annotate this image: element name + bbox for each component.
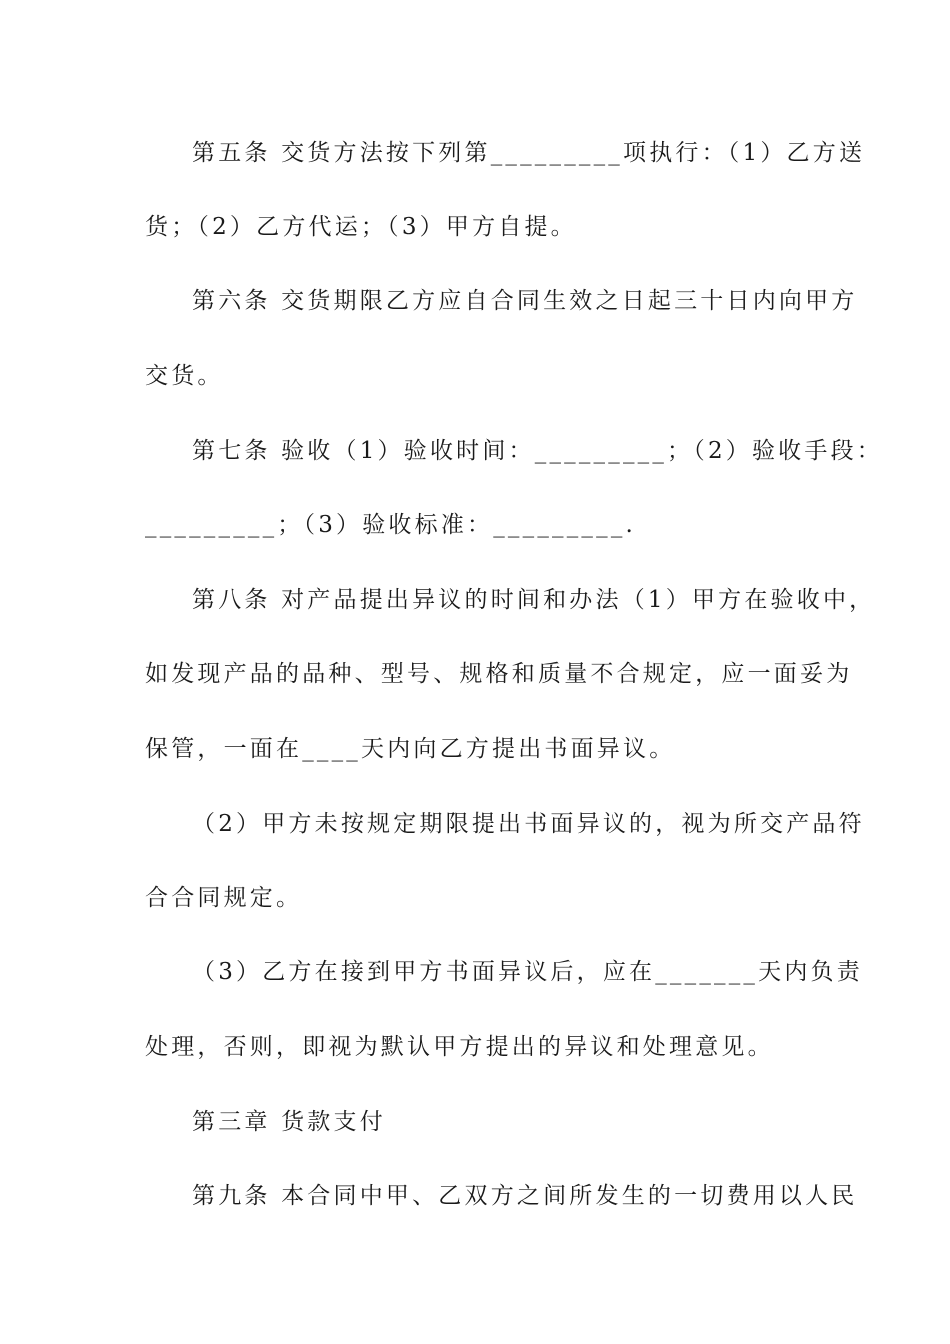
- article-5-line-1: 第五条 交货方法按下列第_________项执行：（1）乙方送: [192, 140, 866, 166]
- article-8-item-3-line-1: （3）乙方在接到甲方书面异议后，应在_______天内负责: [192, 959, 863, 985]
- article-8-line-1: 第八条 对产品提出异议的时间和办法（1）甲方在验收中，: [192, 587, 876, 613]
- article-5-line-2: 货；（2）乙方代运；（3）甲方自提。: [145, 214, 577, 240]
- article-7-line-2: _________；（3）验收标准：_________.: [145, 512, 637, 538]
- article-8-line-3: 保管，一面在____天内向乙方提出书面异议。: [145, 736, 676, 762]
- chapter-3-heading: 第三章 货款支付: [192, 1109, 386, 1135]
- article-7-line-1: 第七条 验收（1）验收时间：_________；（2）验收手段：: [192, 438, 883, 464]
- article-8-item-2-line-2: 合合同规定。: [145, 885, 303, 911]
- article-8-item-2-line-1: （2）甲方未按规定期限提出书面异议的，视为所交产品符: [192, 811, 865, 837]
- article-6-line-1: 第六条 交货期限乙方应自合同生效之日起三十日内向甲方: [192, 288, 858, 314]
- article-8-item-3-line-2: 处理，否则，即视为默认甲方提出的异议和处理意见。: [145, 1034, 774, 1060]
- article-6-line-2: 交货。: [145, 363, 224, 389]
- article-8-line-2: 如发现产品的品种、型号、规格和质量不合规定，应一面妥为: [145, 661, 853, 687]
- article-9-line-1: 第九条 本合同中甲、乙双方之间所发生的一切费用以人民: [192, 1183, 858, 1209]
